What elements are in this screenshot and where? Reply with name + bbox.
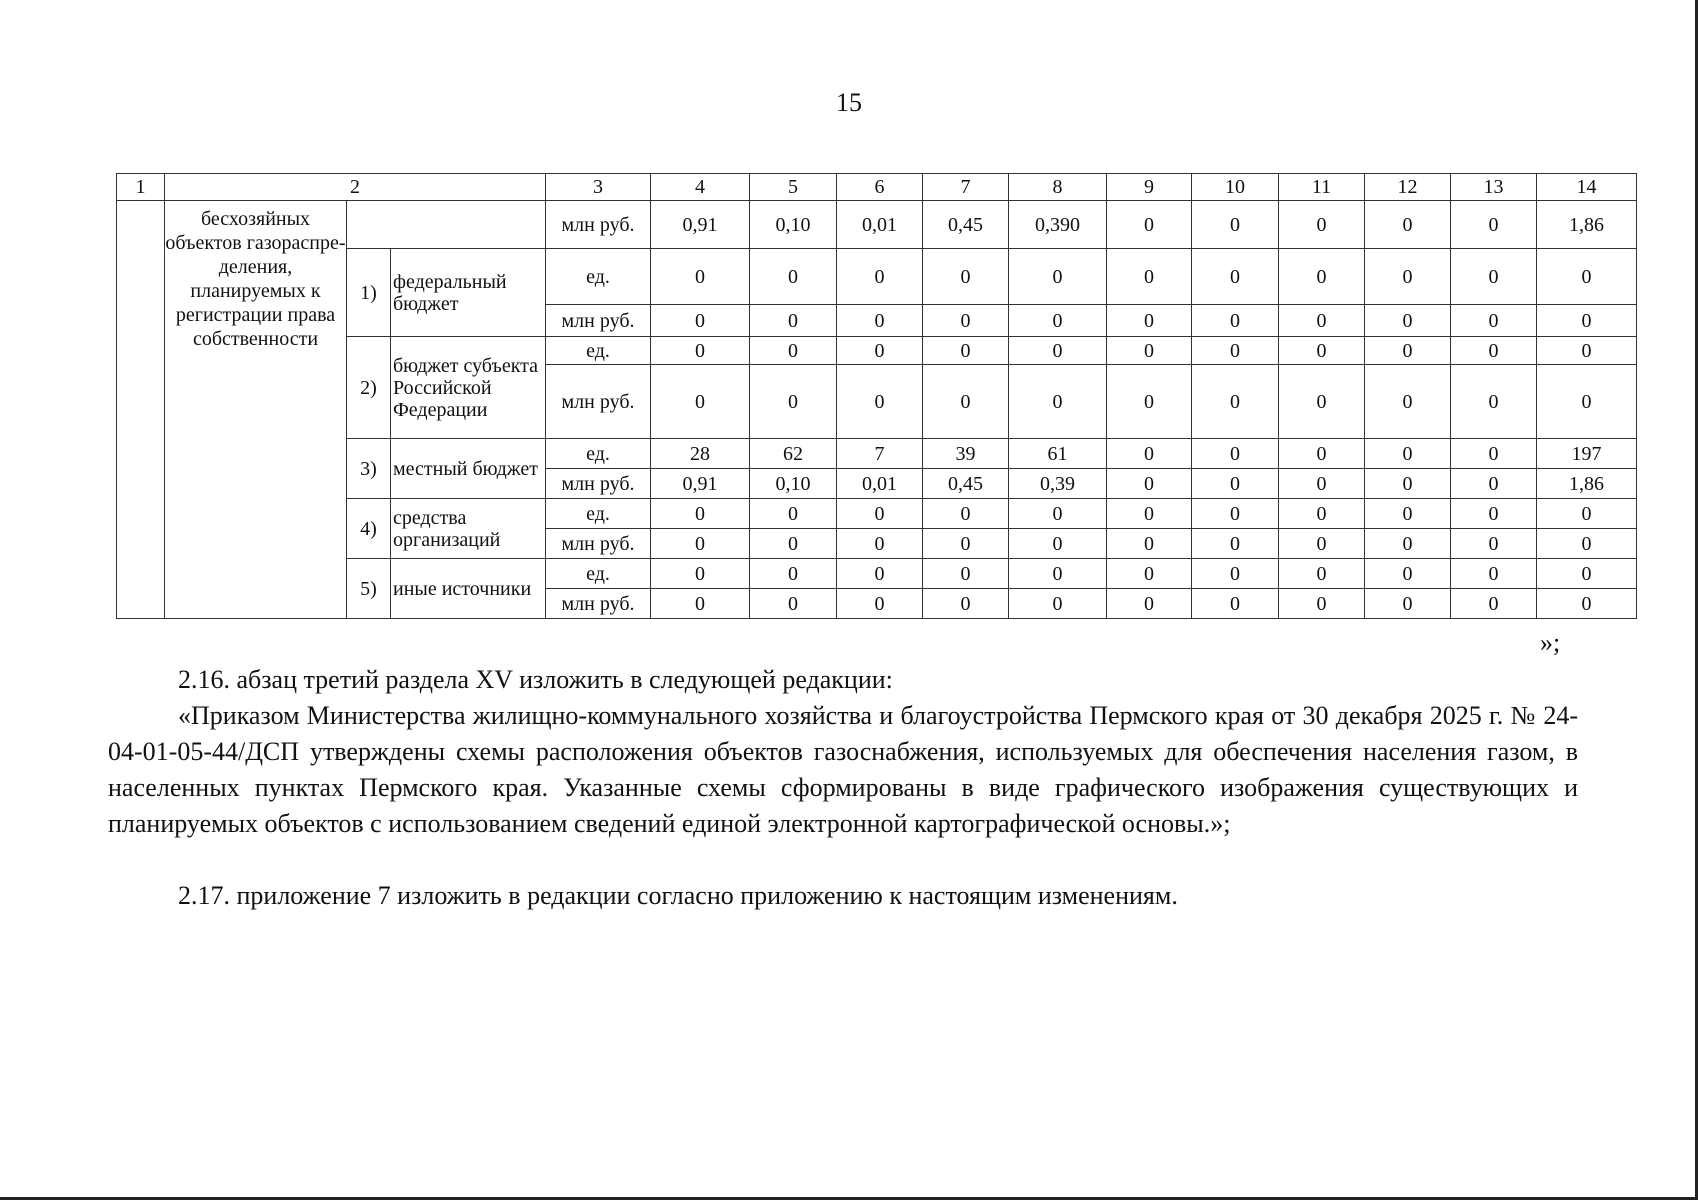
value-cell: 0 bbox=[923, 305, 1009, 337]
value-cell: 0 bbox=[1107, 439, 1192, 469]
value-cell: 0,10 bbox=[750, 469, 837, 499]
value-cell: 0 bbox=[1537, 305, 1637, 337]
table-header-row bbox=[117, 174, 1637, 201]
source-name-cell: бюджет субъекта Российской Федерации bbox=[391, 337, 546, 439]
value-cell: 61 bbox=[1009, 439, 1107, 469]
value-cell: 0 bbox=[923, 529, 1009, 559]
value-cell: 0 bbox=[1537, 337, 1637, 365]
value-cell: 0 bbox=[651, 337, 750, 365]
value-cell: 0 bbox=[750, 499, 837, 529]
unit-cell: млн руб. bbox=[546, 365, 651, 439]
unit-cell: млн руб. bbox=[546, 201, 651, 249]
value-cell: 0 bbox=[1279, 499, 1365, 529]
value-cell: 0 bbox=[837, 305, 923, 337]
value-cell: 0 bbox=[923, 589, 1009, 619]
value-cell: 0 bbox=[1451, 589, 1537, 619]
value-cell: 0 bbox=[651, 559, 750, 589]
source-number-cell: 1) bbox=[347, 249, 391, 337]
unit-cell: ед. bbox=[546, 439, 651, 469]
value-cell: 28 bbox=[651, 439, 750, 469]
index-cell bbox=[117, 201, 165, 619]
value-cell: 0 bbox=[1365, 529, 1451, 559]
value-cell: 0 bbox=[1009, 559, 1107, 589]
value-cell: 0 bbox=[1365, 439, 1451, 469]
header-cell: 1 bbox=[117, 174, 165, 201]
header-cell: 8 bbox=[1009, 174, 1107, 201]
value-cell: 0 bbox=[1192, 337, 1279, 365]
header-cell: 12 bbox=[1365, 174, 1451, 201]
source-name-cell: иные источники bbox=[391, 559, 546, 619]
value-cell: 0 bbox=[1451, 469, 1537, 499]
value-cell: 0 bbox=[1192, 249, 1279, 305]
value-cell: 0 bbox=[1192, 529, 1279, 559]
value-cell: 0 bbox=[837, 337, 923, 365]
value-cell: 0 bbox=[923, 365, 1009, 439]
value-cell: 0 bbox=[1009, 337, 1107, 365]
value-cell: 0 bbox=[750, 249, 837, 305]
value-cell: 0 bbox=[750, 559, 837, 589]
value-cell: 0 bbox=[837, 559, 923, 589]
value-cell: 0 bbox=[923, 337, 1009, 365]
value-cell: 0 bbox=[750, 529, 837, 559]
value-cell: 0 bbox=[923, 559, 1009, 589]
source-name-cell: местный бюджет bbox=[391, 439, 546, 499]
value-cell: 0 bbox=[1107, 529, 1192, 559]
value-cell: 0 bbox=[1365, 559, 1451, 589]
source-number-cell: 4) bbox=[347, 499, 391, 559]
value-cell: 0 bbox=[1279, 365, 1365, 439]
object-name-cell: бесхозяйных объектов газораспре-деления, планируемых к регистрации права собственности bbox=[165, 201, 347, 619]
value-cell: 0 bbox=[1192, 439, 1279, 469]
value-cell: 0 bbox=[837, 499, 923, 529]
value-cell: 0 bbox=[1192, 469, 1279, 499]
value-cell: 0,45 bbox=[923, 469, 1009, 499]
table-row bbox=[117, 201, 1637, 249]
paragraph-2-16: 2.16. абзац третий раздела XV изложить в следующей редакции: bbox=[178, 665, 893, 694]
value-cell: 0,39 bbox=[1009, 469, 1107, 499]
value-cell: 7 bbox=[837, 439, 923, 469]
value-cell: 1,86 bbox=[1537, 201, 1637, 249]
value-cell: 0,91 bbox=[651, 201, 750, 249]
value-cell: 0 bbox=[1009, 499, 1107, 529]
value-cell: 0 bbox=[1009, 249, 1107, 305]
value-cell: 0 bbox=[651, 529, 750, 559]
header-cell: 4 bbox=[651, 174, 750, 201]
source-blank-cell bbox=[347, 201, 546, 249]
value-cell: 0 bbox=[1279, 559, 1365, 589]
value-cell: 0 bbox=[1009, 305, 1107, 337]
value-cell: 0,01 bbox=[837, 469, 923, 499]
value-cell: 0,390 bbox=[1009, 201, 1107, 249]
value-cell: 0 bbox=[1107, 201, 1192, 249]
value-cell: 0 bbox=[1365, 469, 1451, 499]
unit-cell: млн руб. bbox=[546, 469, 651, 499]
unit-cell: млн руб. bbox=[546, 305, 651, 337]
source-name-cell: средства организаций bbox=[391, 499, 546, 559]
value-cell: 0 bbox=[1451, 365, 1537, 439]
header-cell: 10 bbox=[1192, 174, 1279, 201]
value-cell: 0 bbox=[1279, 337, 1365, 365]
value-cell: 0 bbox=[1107, 589, 1192, 619]
value-cell: 0 bbox=[1537, 589, 1637, 619]
value-cell: 0,91 bbox=[651, 469, 750, 499]
value-cell: 0,45 bbox=[923, 201, 1009, 249]
value-cell: 0 bbox=[1365, 337, 1451, 365]
value-cell: 0 bbox=[1451, 337, 1537, 365]
value-cell: 0 bbox=[651, 305, 750, 337]
header-cell: 2 bbox=[165, 174, 546, 201]
page-number: 15 bbox=[836, 88, 862, 117]
header-cell: 3 bbox=[546, 174, 651, 201]
value-cell: 0 bbox=[1451, 249, 1537, 305]
value-cell: 39 bbox=[923, 439, 1009, 469]
value-cell: 0 bbox=[1451, 559, 1537, 589]
value-cell: 0 bbox=[923, 249, 1009, 305]
value-cell: 0 bbox=[1107, 559, 1192, 589]
value-cell: 0 bbox=[1107, 249, 1192, 305]
closing-quote: »; bbox=[1540, 628, 1561, 657]
value-cell: 0 bbox=[750, 337, 837, 365]
value-cell: 0 bbox=[750, 589, 837, 619]
value-cell: 0 bbox=[1365, 305, 1451, 337]
value-cell: 0 bbox=[1279, 201, 1365, 249]
unit-cell: млн руб. bbox=[546, 589, 651, 619]
value-cell: 0 bbox=[837, 365, 923, 439]
value-cell: 0 bbox=[651, 365, 750, 439]
value-cell: 0 bbox=[1107, 305, 1192, 337]
header-cell: 13 bbox=[1451, 174, 1537, 201]
value-cell: 0 bbox=[1537, 365, 1637, 439]
value-cell: 1,86 bbox=[1537, 469, 1637, 499]
header-cell: 9 bbox=[1107, 174, 1192, 201]
value-cell: 0 bbox=[1537, 249, 1637, 305]
source-number-cell: 3) bbox=[347, 439, 391, 499]
value-cell: 0 bbox=[1192, 559, 1279, 589]
value-cell: 0 bbox=[1451, 305, 1537, 337]
value-cell: 0 bbox=[1279, 469, 1365, 499]
value-cell: 0 bbox=[651, 589, 750, 619]
value-cell: 0 bbox=[1009, 529, 1107, 559]
value-cell: 0 bbox=[1537, 529, 1637, 559]
unit-cell: ед. bbox=[546, 249, 651, 305]
value-cell: 0 bbox=[1107, 469, 1192, 499]
value-cell: 0 bbox=[1192, 589, 1279, 619]
header-cell: 11 bbox=[1279, 174, 1365, 201]
value-cell: 62 bbox=[750, 439, 837, 469]
value-cell: 0 bbox=[837, 249, 923, 305]
value-cell: 0 bbox=[1279, 589, 1365, 619]
value-cell: 0 bbox=[1192, 499, 1279, 529]
header-cell: 6 bbox=[837, 174, 923, 201]
source-number-cell: 2) bbox=[347, 337, 391, 439]
value-cell: 0,10 bbox=[750, 201, 837, 249]
value-cell: 0 bbox=[750, 305, 837, 337]
header-cell: 14 bbox=[1537, 174, 1637, 201]
value-cell: 0 bbox=[1107, 365, 1192, 439]
value-cell: 0 bbox=[1537, 499, 1637, 529]
value-cell: 0 bbox=[1279, 249, 1365, 305]
source-name-cell: федеральный бюджет bbox=[391, 249, 546, 337]
value-cell: 0 bbox=[1451, 439, 1537, 469]
paragraph-quote: «Приказом Министерства жилищно-коммунального хозяйства и благоустройства Пермского края от 30 декабря 2025 г. № 24-04-01-05-44/ДСП утверждены схемы расположения объектов газоснабжения, используемых для обеспечения населения газом, в населенных пунктах Пермского края. Указанные схемы сформированы в виде графического изображения существующих и планируемых объектов с использованием сведений единой электронной картографической основы.»; bbox=[108, 701, 1578, 838]
value-cell: 0 bbox=[1451, 499, 1537, 529]
value-cell: 0 bbox=[1009, 589, 1107, 619]
value-cell: 0 bbox=[1009, 365, 1107, 439]
value-cell: 0 bbox=[837, 529, 923, 559]
paragraph-2-17: 2.17. приложение 7 изложить в редакции согласно приложению к настоящим изменениям. bbox=[178, 881, 1178, 910]
value-cell: 0 bbox=[1192, 201, 1279, 249]
value-cell: 0 bbox=[1279, 305, 1365, 337]
value-cell: 0,01 bbox=[837, 201, 923, 249]
value-cell: 0 bbox=[750, 365, 837, 439]
value-cell: 0 bbox=[1279, 529, 1365, 559]
header-cell: 5 bbox=[750, 174, 837, 201]
value-cell: 0 bbox=[1451, 201, 1537, 249]
unit-cell: ед. bbox=[546, 559, 651, 589]
unit-cell: млн руб. bbox=[546, 529, 651, 559]
value-cell: 0 bbox=[1537, 559, 1637, 589]
value-cell: 0 bbox=[1365, 499, 1451, 529]
value-cell: 0 bbox=[837, 589, 923, 619]
value-cell: 0 bbox=[651, 499, 750, 529]
value-cell: 0 bbox=[1451, 529, 1537, 559]
value-cell: 0 bbox=[1365, 201, 1451, 249]
value-cell: 0 bbox=[1365, 365, 1451, 439]
value-cell: 0 bbox=[1192, 305, 1279, 337]
value-cell: 0 bbox=[1365, 249, 1451, 305]
value-cell: 0 bbox=[923, 499, 1009, 529]
header-cell: 7 bbox=[923, 174, 1009, 201]
value-cell: 0 bbox=[1279, 439, 1365, 469]
value-cell: 0 bbox=[1107, 499, 1192, 529]
unit-cell: ед. bbox=[546, 337, 651, 365]
value-cell: 0 bbox=[1365, 589, 1451, 619]
value-cell: 197 bbox=[1537, 439, 1637, 469]
unit-cell: ед. bbox=[546, 499, 651, 529]
data-table bbox=[116, 173, 1637, 619]
value-cell: 0 bbox=[1192, 365, 1279, 439]
value-cell: 0 bbox=[651, 249, 750, 305]
source-number-cell: 5) bbox=[347, 559, 391, 619]
value-cell: 0 bbox=[1107, 337, 1192, 365]
